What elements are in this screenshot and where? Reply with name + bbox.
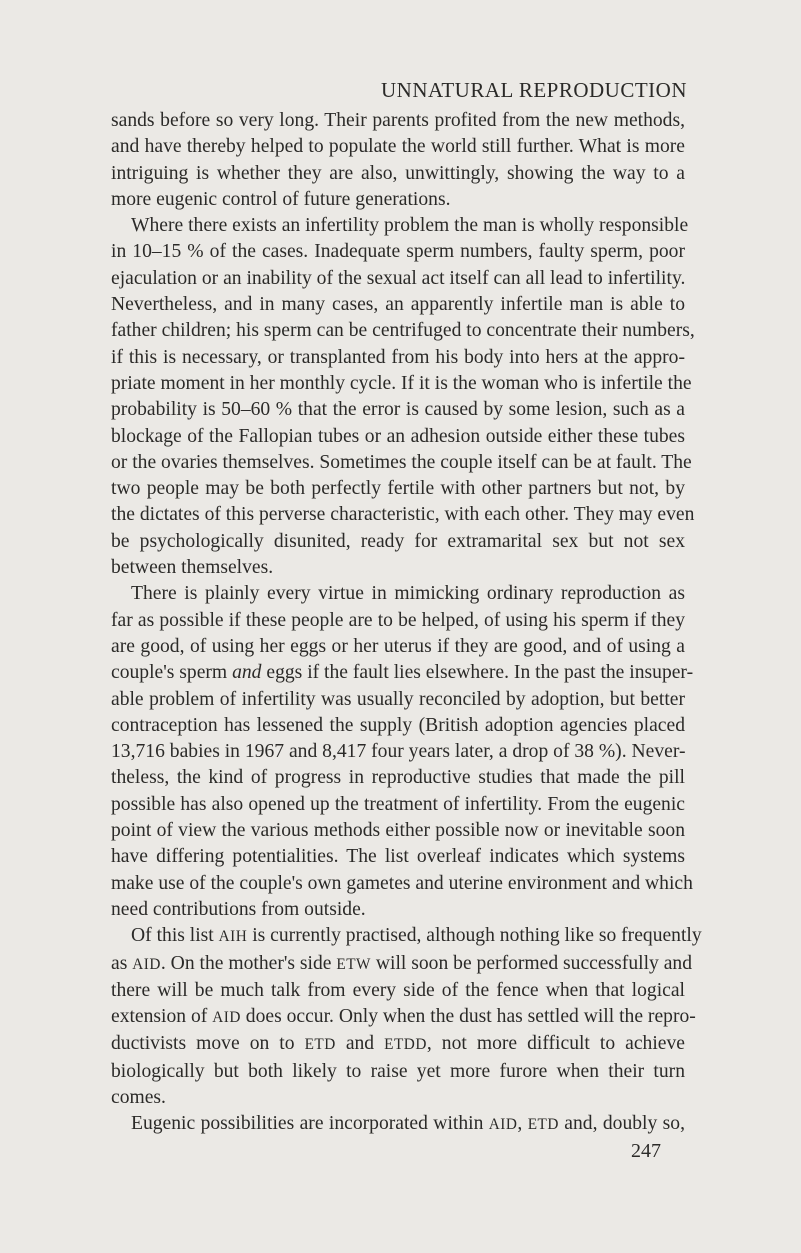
abbr-etd: ETD: [304, 1036, 336, 1054]
text-line: Where there exists an infertility problem the man is wholly responsible: [131, 215, 689, 237]
text-line: comes.: [111, 1086, 166, 1108]
text-line: theless, the kind of progress in reproductive studies that made the pill: [111, 767, 685, 789]
emphasis-and: and: [232, 662, 262, 684]
text-line: blockage of the Fallopian tubes or an adhesion outside either these tubes: [111, 425, 685, 447]
abbr-aid: AID: [132, 955, 161, 973]
text-line: two people may be both perfectly fertile with other partners but not, by: [111, 478, 685, 500]
text-line: or the ovaries themselves. Sometimes the couple itself can be at fault. The: [111, 451, 692, 473]
text-line: Of this list AIH is currently practised, although nothing like so frequently: [131, 925, 702, 947]
abbr-aih: AIH: [218, 928, 248, 946]
text-line: in 10–15 % of the cases. Inadequate sperm numbers, faulty sperm, poor: [111, 241, 685, 263]
text-line: ejaculation or an inability of the sexual act itself can all lead to infertility.: [111, 267, 686, 289]
text-line: Nevertheless, and in many cases, an apparently infertile man is able to: [111, 294, 685, 316]
text-line: the dictates of this perverse characteristic, with each other. They may even: [111, 504, 695, 526]
text-line: more eugenic control of future generations.: [111, 188, 451, 210]
page-number: 247: [631, 1140, 661, 1162]
abbr-etdd: ETDD: [384, 1036, 427, 1054]
abbr-etw: ETW: [336, 955, 371, 973]
body-text: [111, 108, 702, 1139]
abbr-etd: ETD: [527, 1116, 559, 1134]
text-line: make use of the couple's own gametes and uterine environment and which: [111, 872, 693, 894]
text-line: biologically but both likely to raise yet more furore when their turn: [111, 1060, 685, 1082]
text-line: sands before so very long. Their parents profited from the new methods,: [111, 110, 685, 131]
text-line: able problem of infertility was usually reconciled by adoption, but better: [111, 688, 685, 710]
text-line: as AID. On the mother's side ETW will soon be performed successfully and: [111, 952, 692, 974]
text-line: extension of AID does occur. Only when the dust has settled will the repro-: [111, 1006, 696, 1028]
running-head: UNNATURAL REPRODUCTION: [381, 78, 687, 102]
text-line: between themselves.: [111, 557, 274, 579]
text-line: probability is 50–60 % that the error is caused by some lesion, such as a: [111, 399, 685, 421]
text-line: 13,716 babies in 1967 and 8,417 four years later, a drop of 38 %). Never-: [111, 741, 686, 763]
text-line: if this is necessary, or transplanted from his body into hers at the appro-: [111, 346, 685, 368]
abbr-aid: AID: [488, 1116, 518, 1134]
text-line: be psychologically disunited, ready for extramarital sex but not sex: [111, 530, 685, 552]
text-line: priate moment in her monthly cycle. If it is the woman who is infertile the: [111, 372, 692, 394]
text-line: Eugenic possibilities are incorporated within AID, ETD and, doubly so,: [131, 1113, 685, 1135]
text-line: and have thereby helped to populate the world still further. What is more: [111, 136, 685, 158]
text-line: need contributions from outside.: [111, 898, 366, 920]
text-line: ductivists move on to ETD and ETDD, not more difficult to achieve: [111, 1033, 685, 1055]
text-line: point of view the various methods either possible now or inevitable soon: [111, 820, 685, 842]
text-line: contraception has lessened the supply (British adoption agencies placed: [111, 714, 685, 736]
text-line: possible has also opened up the treatment of infertility. From the eugenic: [111, 793, 685, 815]
text-line: There is plainly every virtue in mimicking ordinary reproduction as: [131, 583, 685, 605]
text-line: couple's sperm and eggs if the fault lies elsewhere. In the past the insuper-: [111, 662, 694, 684]
text-line: far as possible if these people are to be helped, of using his sperm if they: [111, 609, 685, 631]
text-line: there will be much talk from every side of the fence when that logical: [111, 979, 685, 1001]
abbr-aid: AID: [212, 1009, 241, 1027]
text-line: intriguing is whether they are also, unwittingly, showing the way to a: [111, 162, 685, 184]
text-line: father children; his sperm can be centrifuged to concentrate their numbers,: [111, 320, 695, 342]
text-line: have differing potentialities. The list overleaf indicates which systems: [111, 846, 685, 868]
text-line: are good, of using her eggs or her uterus if they are good, and of using a: [111, 635, 685, 657]
